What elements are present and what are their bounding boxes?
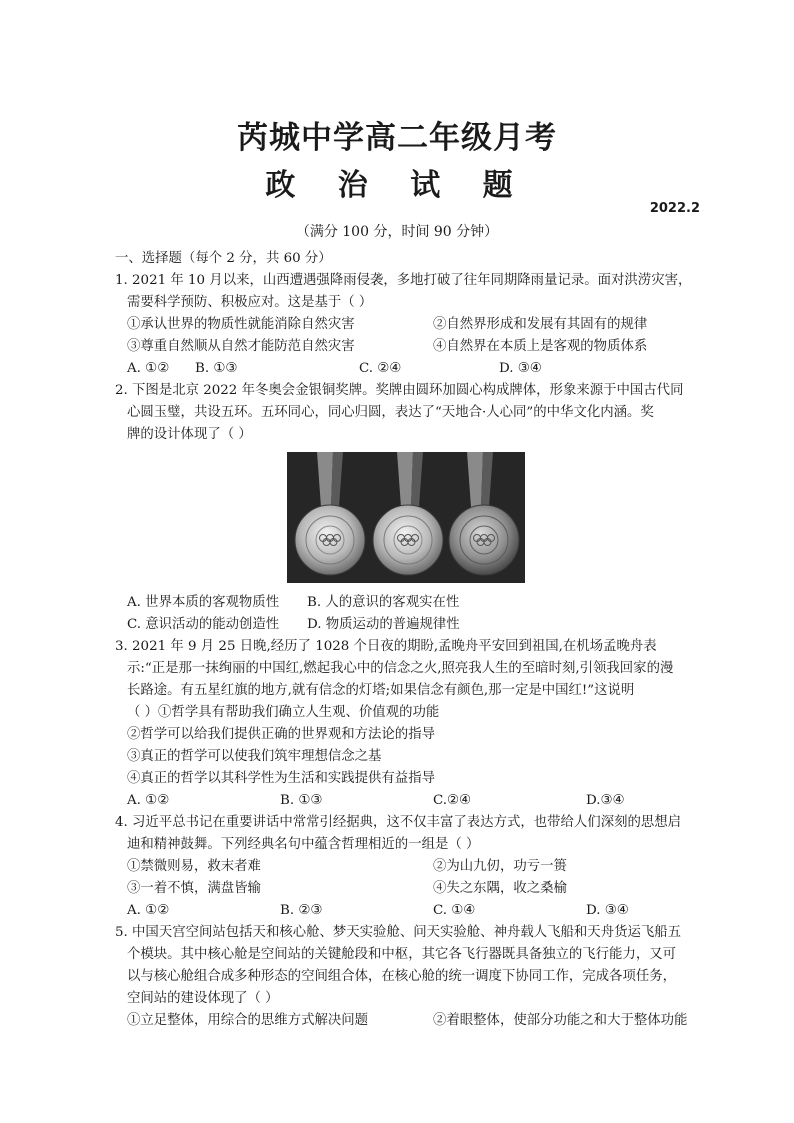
question-4 (115, 812, 705, 922)
statement: ①承认世界的物质性就能消除自然灾害 (127, 317, 355, 332)
question-5 (115, 922, 705, 1032)
option-d: D.③④ (586, 793, 625, 808)
statement: ①立足整体，用综合的思维方式解决问题 (127, 1013, 369, 1028)
question-stem: （ ）①哲学具有帮助我们确立人生观、价值观的功能 (127, 705, 440, 720)
option-a: A. ①② (127, 361, 170, 376)
olympic-medals-photo (287, 452, 525, 583)
statement: ③真正的哲学可以使我们筑牢理想信念之基 (127, 749, 382, 764)
option-b: B. ①③ (195, 361, 238, 376)
school-title: 芮城中学高二年级月考 (237, 120, 557, 156)
question-1 (115, 270, 705, 380)
question-stem: 牌的设计体现了（ ） (127, 427, 252, 442)
statement: ②为山九仞，功亏一篑 (433, 859, 567, 874)
option-b: B. 人的意识的客观实在性 (307, 595, 460, 610)
question-stem: 示:“正是那一抹绚丽的中国红,燃起我心中的信念之火,照亮我人生的至暗时刻,引领我回家的漫 (127, 661, 674, 676)
question-stem: 空间站的建设体现了（ ） (127, 991, 279, 1006)
option-d: D. 物质运动的普遍规律性 (307, 617, 460, 632)
option-a: A. 世界本质的客观物质性 (127, 595, 280, 610)
option-a: A. ①② (127, 793, 170, 808)
question-stem: 以与核心舱组合成多种形态的空间组合体，在核心舱的统一调度下协同工作，完成各项任务， (127, 969, 677, 984)
score-time-note: （满分 100 分，时间 90 分钟） (295, 224, 499, 240)
option-d: D. ③④ (499, 361, 542, 376)
question-body (115, 248, 705, 1032)
question-3 (115, 636, 705, 812)
option-c: C. 意识活动的能动创造性 (127, 617, 280, 632)
statement: ①禁微则易，救末者难 (127, 859, 261, 874)
question-stem: 迪和精神鼓舞。下列经典名句中蕴含哲理相近的一组是（ ） (127, 837, 480, 852)
option-c: C. ②④ (359, 361, 402, 376)
question-stem: 个模块。其中核心舱是空间站的关键舱段和中枢，其它各飞行器既具备独立的飞行能力，又可 (127, 947, 677, 962)
section-heading: 一、选择题（每个 2 分，共 60 分） (115, 251, 332, 266)
question-2 (115, 380, 705, 636)
exam-date: 2022.2 (649, 201, 700, 216)
statement: ③一着不慎，满盘皆输 (127, 881, 261, 896)
statement: ④失之东隅，收之桑榆 (433, 881, 567, 896)
question-stem: 心圆玉璧，共设五环。五环同心，同心归圆，表达了“天地合·人心同”的中华文化内涵。奖 (127, 405, 654, 420)
question-stem: 1. 2021 年 10 月以来，山西遭遇强降雨侵袭，多地打破了往年同期降雨量记录。面对洪涝灾害， (115, 273, 692, 288)
subject-title: 政 治 试 题 (265, 168, 529, 203)
question-stem: 需要科学预防、积极应对。这是基于（ ） (127, 295, 373, 310)
question-stem: 长路途。有五星红旗的地方,就有信念的灯塔;如果信念有颜色,那一定是中国红!”这说明 (127, 683, 635, 698)
option-d: D. ③④ (586, 903, 629, 918)
statement: ②哲学可以给我们提供正确的世界观和方法论的指导 (127, 727, 435, 742)
option-a: A. ①② (127, 903, 170, 918)
option-c: C.②④ (433, 793, 472, 808)
statement: ④真正的哲学以其科学性为生活和实践提供有益指导 (127, 771, 435, 786)
question-stem: 4. 习近平总书记在重要讲话中常常引经据典，这不仅丰富了表达方式，也带给人们深刻的思想启 (115, 815, 682, 830)
question-stem: 2. 下图是北京 2022 年冬奥会金银铜奖牌。奖牌由圆环加圆心构成牌体，形象来源于中国古代同 (115, 383, 684, 398)
statement: ④自然界在本质上是客观的物质体系 (433, 339, 648, 354)
option-c: C. ①④ (433, 903, 476, 918)
statement: ②自然界形成和发展有其固有的规律 (433, 317, 648, 332)
option-b: B. ②③ (280, 903, 323, 918)
question-stem: 5. 中国天宫空间站包括天和核心舱、梦天实验舱、问天实验舱、神舟载人飞船和天舟货运飞船五 (115, 925, 682, 940)
statement: ②着眼整体，使部分功能之和大于整体功能 (433, 1013, 688, 1028)
statement: ③尊重自然顺从自然才能防范自然灾害 (127, 339, 355, 354)
option-b: B. ①③ (280, 793, 323, 808)
question-stem: 3. 2021 年 9 月 25 日晚,经历了 1028 个日夜的期盼,孟晚舟平安回到祖国,在机场孟晚舟表 (115, 639, 657, 654)
